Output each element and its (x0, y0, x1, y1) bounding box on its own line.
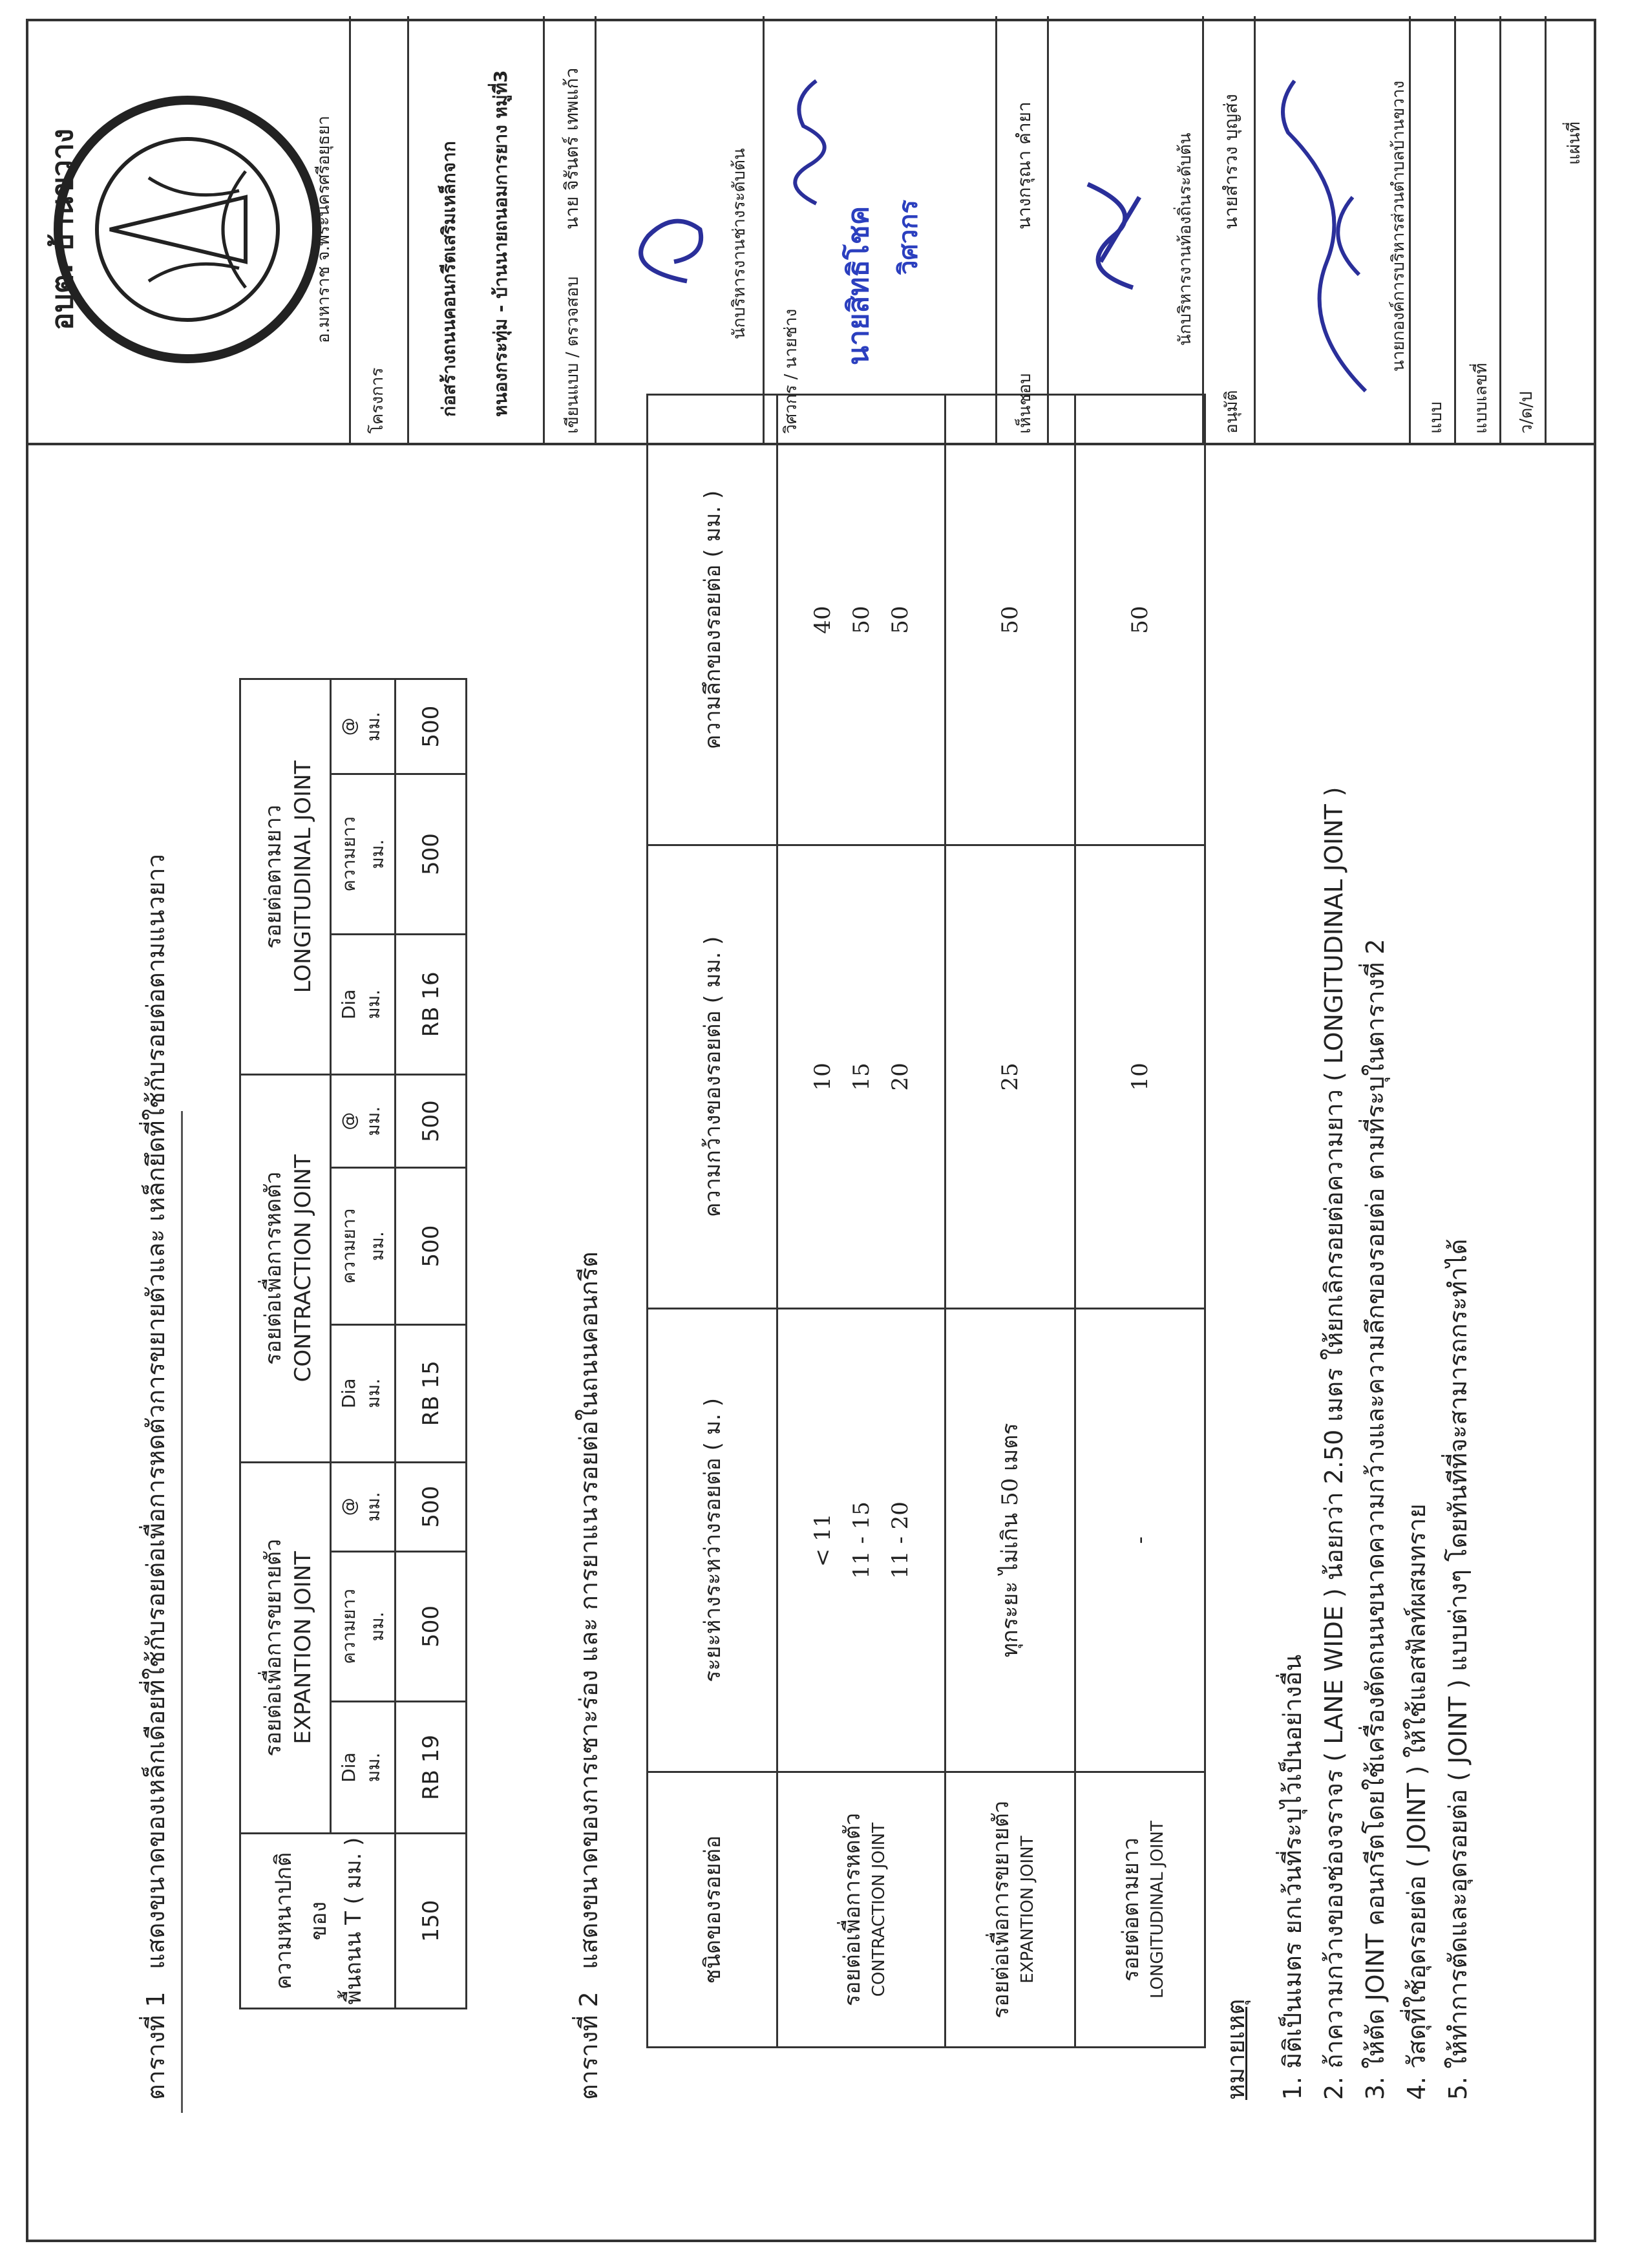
joint-type-en: LONGITUDINAL JOINT (1148, 1821, 1167, 1999)
joint-type-header: ชนิดของรอยต่อ (648, 1772, 777, 2048)
spacing-cell (777, 1308, 945, 1772)
table1-caption-text: แสดงขนาดของเหล็กเดือยที่ใช้กับรอยต่อเพื่อการหดตัวการขยายตัวและ เหล็กยึดที่ใช้กับรอยต่อตามแนวยาว (142, 854, 170, 1969)
joint-type-cell (1075, 1772, 1205, 2048)
engineer-stamp-title: วิศวกร (894, 199, 924, 275)
joint-type-cell (777, 1772, 945, 2048)
approver-row (1202, 16, 1254, 443)
reviewer-label: เห็นชอบ (1015, 373, 1035, 434)
approver-title: นายกองค์การบริหารส่วนตำบลบ้านขวาง (1389, 80, 1408, 372)
engineer-signature (771, 68, 836, 210)
designer-sign-row (595, 16, 763, 443)
depth-cell (945, 395, 1075, 845)
designer-signature (609, 165, 713, 294)
width-value: 10 (809, 1063, 836, 1091)
notes (1215, 787, 1479, 2100)
lon-dia-header: Dia มม. (331, 934, 396, 1074)
spacing-value: 11 - 20 (887, 1501, 913, 1579)
lon-spacing-header: @ มม. (331, 679, 396, 774)
reviewer-signature (1062, 158, 1159, 301)
expansion-header: รอยต่อเพื่อการขยายตัว EXPANTION JOINT (240, 1462, 331, 1833)
project-line-2: หนองกระทุ่ม - บ้านนายถนอมการยาง หมู่ที่3 (490, 70, 511, 417)
depth-value: 50 (997, 606, 1023, 634)
con-spacing-header: @ มม. (331, 1075, 396, 1168)
depth-cell (777, 395, 945, 845)
table2-caption (569, 1251, 608, 2100)
width-value: 10 (1127, 1063, 1153, 1091)
con-dia-header: Dia มม. (331, 1324, 396, 1462)
note-item: 5. ให้ทำการตัดและอุดรอยต่อ ( JOINT ) แบบต่างๆ โดยทันทีที่จะสามารถกระทำได้ (1444, 1238, 1472, 2100)
table1-label: ตารางที่ 1 (142, 1991, 170, 2100)
reviewer-row (995, 16, 1047, 443)
table-row (945, 395, 1075, 2048)
joint-type-en: EXPANTION JOINT (1018, 1836, 1037, 1984)
designer-name: นาย จิรันตร์ เทพแก้ว (561, 67, 582, 229)
longitudinal-header: รอยต่อตามยาว LONGITUDINAL JOINT (240, 679, 331, 1075)
caption-underline (181, 1111, 183, 2113)
thickness-header: ความหนาปกติของ พื้นถนน T ( มม. ) (240, 1834, 396, 2009)
sheet-label: แบบ (1426, 401, 1446, 434)
width-cell (945, 845, 1075, 1309)
note-item: 3. ให้ตัด JOINT คอนกรีตโดยใช้เครื่องตัดถนนขนาดความกว้างและความลึกของรอยต่อ ตามที่ระบุในตารางที่ 2 (1361, 938, 1389, 2100)
engineer-stamp-name: นายสิทธิโชค (842, 206, 875, 365)
joint-type-cell (945, 1772, 1075, 2048)
joint-type-th: รอยต่อตามยาว (1118, 1838, 1144, 1982)
joint-groove-table (646, 394, 1206, 2048)
exp-length-value: 500 (396, 1551, 467, 1701)
project-label: โครงการ (368, 367, 387, 434)
approver-sign-row (1254, 16, 1409, 443)
engineer-label: วิศวกร / นายช่าง (781, 308, 801, 434)
depth-header: ความลึกของรอยต่อ ( มม. ) (648, 395, 777, 845)
lon-spacing-value: 500 (396, 679, 467, 774)
sheet-row (1409, 16, 1454, 443)
exp-spacing-header: @ มม. (331, 1462, 396, 1551)
notes-heading: หมายเหตุ (1221, 1998, 1250, 2100)
table1-caption (136, 854, 175, 2100)
table-row (396, 679, 467, 2009)
seal-top-text: อบต. บ้านขวาง (45, 128, 79, 331)
lon-length-value: 500 (396, 774, 467, 934)
designer-label: เขียนแบบ / ตรวจสอบ (563, 276, 582, 434)
page-label: แผ่นที่ (1565, 122, 1584, 165)
spacing-value: < 11 (809, 1513, 836, 1567)
date-label: ว/ด/ป (1517, 391, 1536, 434)
table2-label: ตารางที่ 2 (575, 1991, 603, 2100)
note-item: 2. ถ้าความกว้างของช่องจราจร ( LANE WIDE ) น้อยกว่า 2.50 เมตร ให้ยกเลิกรอยต่อความยาว ( LONGITUDINAL JOINT ) (1320, 787, 1348, 2100)
joint-type-th: รอยต่อเพื่อการหดตัว (839, 1812, 865, 2007)
table-row (777, 395, 945, 2048)
dowel-size-table (239, 678, 467, 2009)
exp-dia-value: RB 19 (396, 1702, 467, 1834)
designer-title: นักบริหารงานช่างระดับต้น (730, 148, 749, 339)
date-row (1499, 16, 1545, 443)
depth-value: 50 (1127, 606, 1153, 634)
lon-length-header: ความยาว มม. (331, 774, 396, 934)
spacing-value: ทุกระยะ ไม่เกิน 50 เมตร (997, 1423, 1023, 1658)
exp-spacing-value: 500 (396, 1462, 467, 1551)
reviewer-sign-row (1047, 16, 1202, 443)
width-cell (1075, 845, 1205, 1309)
exp-length-header: ความยาว มม. (331, 1551, 396, 1701)
seal-logo (52, 94, 323, 365)
spacing-cell (945, 1308, 1075, 1772)
thickness-value: 150 (396, 1834, 467, 2009)
sheet-no-label: แบบเลขที่ (1472, 363, 1491, 434)
approver-label: อนุมัติ (1222, 390, 1241, 434)
width-header: ความกว้างของรอยต่อ ( มม. ) (648, 845, 777, 1309)
con-spacing-value: 500 (396, 1075, 467, 1168)
joint-type-en: CONTRACTION JOINT (869, 1822, 889, 1997)
contraction-header: รอยต่อเพื่อการหดตัว CONTRACTION JOINT (240, 1075, 331, 1463)
table2-caption-text: แสดงขนาดของการเซาะร่อง และ การยาแนวรอยต่อในถนนคอนกรีต (575, 1251, 603, 1969)
width-value: 15 (848, 1063, 874, 1091)
con-length-header: ความยาว มม. (331, 1168, 396, 1324)
page-row (1545, 16, 1594, 443)
designer-row (543, 16, 595, 443)
depth-value: 40 (809, 606, 836, 634)
engineer-row (763, 16, 995, 443)
spacing-value: 11 - 15 (848, 1501, 874, 1579)
width-value: 20 (887, 1063, 913, 1091)
sheet-no-row (1454, 16, 1499, 443)
seal-bottom-text: อ.มหาราช จ.พระนครศรีอยุธยา (314, 116, 333, 343)
lon-dia-value: RB 16 (396, 934, 467, 1074)
approver-name: นายสำรวง บุญส่ง (1220, 94, 1241, 229)
table-row (1075, 395, 1205, 2048)
project-name-row (407, 16, 543, 443)
spacing-header: ระยะห่างระหว่างรอยต่อ ( ม. ) (648, 1308, 777, 1772)
reviewer-name: นางกรุณา คำยา (1013, 101, 1035, 229)
spacing-cell (1075, 1308, 1205, 1772)
depth-value: 50 (887, 606, 913, 634)
note-item: 1. มิติเป็นเมตร ยกเว้นที่ระบุไว้เป็นอย่างอื่น (1278, 1654, 1307, 2100)
note-item: 4. วัสดุที่ใช้อุดรอยต่อ ( JOINT ) ให้ใช้แอสฟัลท์ผสมทราย (1402, 1503, 1431, 2100)
width-value: 25 (997, 1063, 1023, 1091)
approver-signature (1262, 68, 1379, 404)
reviewer-title: นักบริหารงานท้องถิ่นระดับต้น (1176, 132, 1195, 346)
con-length-value: 500 (396, 1168, 467, 1324)
depth-value: 50 (848, 606, 874, 634)
exp-dia-header: Dia มม. (331, 1702, 396, 1834)
title-block (26, 16, 1596, 445)
con-dia-value: RB 15 (396, 1324, 467, 1462)
width-cell (777, 845, 945, 1309)
joint-type-th: รอยต่อเพื่อการขยายตัว (988, 1801, 1014, 2019)
spacing-value: - (1127, 1536, 1153, 1544)
depth-cell (1075, 395, 1205, 845)
project-line-1: ก่อสร้างถนนคอนกรีตเสริมเหล็กจาก (438, 141, 460, 417)
project-row (349, 16, 407, 443)
